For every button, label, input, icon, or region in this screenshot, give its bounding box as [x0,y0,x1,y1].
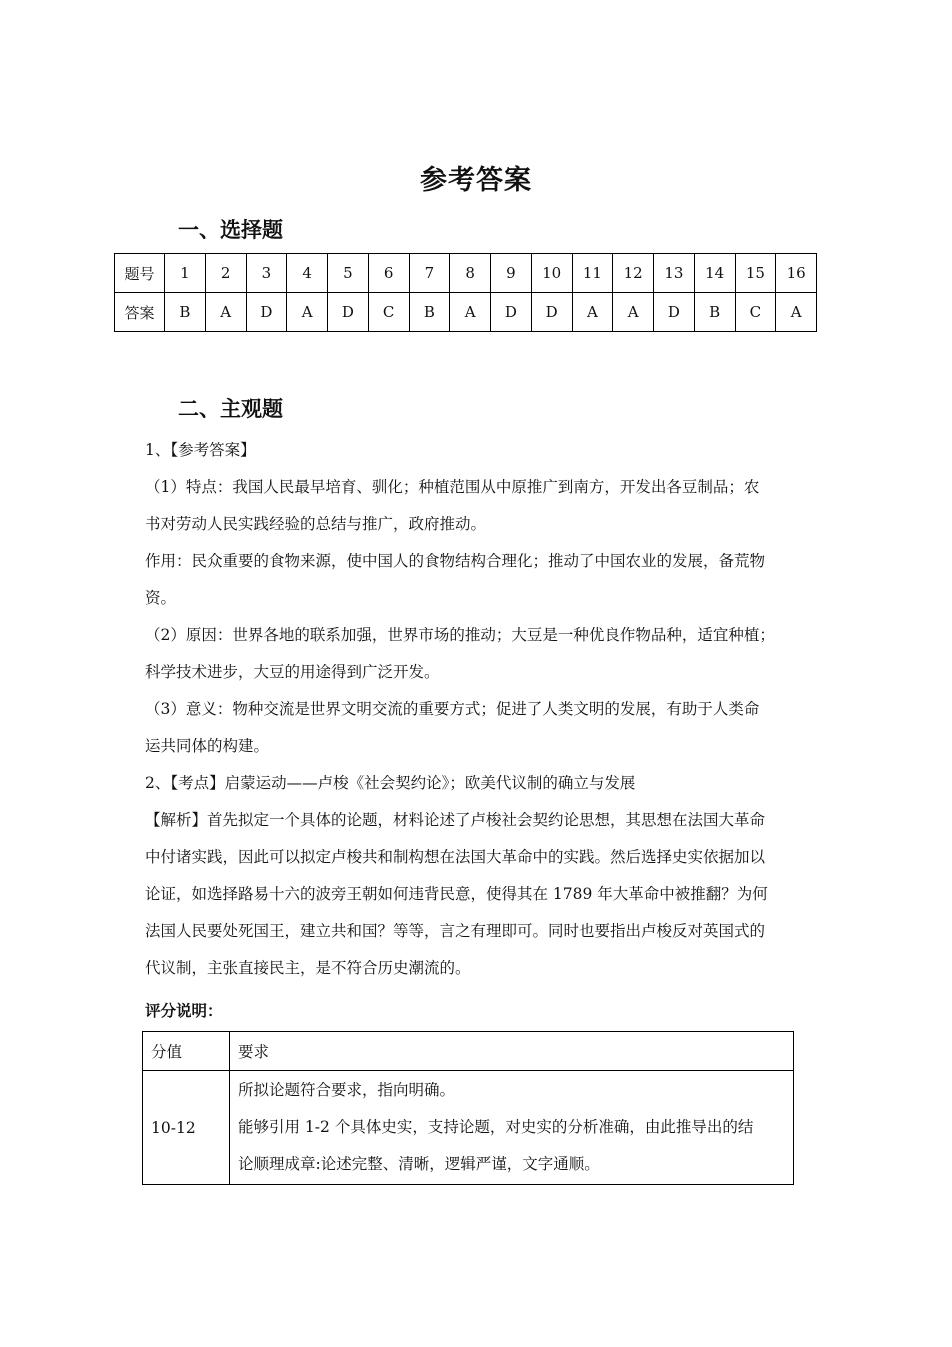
requirement-column-header: 要求 [230,1032,794,1071]
answer-cell: B [409,293,450,332]
answer-cell: A [205,293,246,332]
q1-answer [145,469,810,765]
question-number-cell: 7 [409,254,450,293]
requirement-line: 能够引用 1-2 个具体史实，支持论题，对史实的分析准确，由此推导出的结 [238,1118,754,1136]
question-number-cell: 13 [654,254,695,293]
question-number-cell: 1 [165,254,206,293]
answer-cell: D [654,293,695,332]
question-number-cell: 16 [776,254,817,293]
answer-cell: A [776,293,817,332]
scoring-title: 评分说明： [145,1002,223,1020]
answer-cell: B [165,293,206,332]
analysis-line: 论证，如选择路易十六的波旁王朝如何违背民意，使得其在 1789 年大革命中被推翻？为何 [145,885,768,903]
question-number-cell: 12 [613,254,654,293]
requirement-line: 论顺理成章:论述完整、清晰，逻辑严谨，文字通顺。 [238,1155,600,1173]
q2-header: 2、【考点】启蒙运动——卢梭《社会契约论》；欧美代议制的确立与发展 [145,774,636,792]
analysis-line: 法国人民要处死国王，建立共和国？等等，言之有理即可。同时也要指出卢梭反对英国式的 [145,922,766,940]
answer-cell: B [694,293,735,332]
answer-cell: A [613,293,654,332]
question-number-cell: 14 [694,254,735,293]
score-column-header: 分值 [143,1032,230,1071]
score-value: 10-12 [143,1071,230,1185]
answer-line: （1）特点：我国人民最早培育、驯化；种植范围从中原推广到南方，开发出各豆制品；农 [145,478,760,496]
section-heading-multiple-choice: 一、选择题 [178,218,283,242]
answer-line: 运共同体的构建。 [145,737,270,755]
question-number-cell: 9 [491,254,532,293]
question-number-cell: 6 [368,254,409,293]
analysis-line: 【解析】首先拟定一个具体的论题，材料论述了卢梭社会契约论思想，其思想在法国大革命 [145,811,766,829]
question-number-cell: 11 [572,254,613,293]
answer-cell: A [450,293,491,332]
answer-line: （3）意义：物种交流是世界文明交流的重要方式；促进了人类文明的发展，有助于人类命 [145,700,760,718]
answer-cell: D [328,293,369,332]
analysis-line: 中付诸实践，因此可以拟定卢梭共和制构想在法国大革命中的实践。然后选择史实依据加以 [145,848,766,866]
answer-cell: A [287,293,328,332]
answer-line: 资。 [145,589,177,607]
question-number-cell: 8 [450,254,491,293]
requirement-line: 所拟论题符合要求，指向明确。 [238,1081,456,1099]
question-number-cell: 15 [735,254,776,293]
analysis-line: 代议制，主张直接民主，是不符合历史潮流的。 [145,959,471,977]
question-number-cell: 4 [287,254,328,293]
answer-cell: D [246,293,287,332]
answer-line: 科学技术进步，大豆的用途得到广泛开发。 [145,663,440,681]
answer-cell: C [735,293,776,332]
question-number-cell: 3 [246,254,287,293]
q1-header: 1、【参考答案】 [145,441,256,459]
question-number-row [115,254,817,293]
answer-cell: A [572,293,613,332]
requirement-text [230,1071,794,1185]
answer-row [115,293,817,332]
answer-line: 书对劳动人民实践经验的总结与推广，政府推动。 [145,515,487,533]
answer-cell: D [531,293,572,332]
subjective-answers [145,432,810,987]
row-label: 题号 [115,254,165,293]
question-number-cell: 2 [205,254,246,293]
answer-cell: D [491,293,532,332]
question-number-cell: 10 [531,254,572,293]
answer-cell: C [368,293,409,332]
row-label: 答案 [115,293,165,332]
page-title: 参考答案 [420,165,532,196]
answer-line: （2）原因：世界各地的联系加强，世界市场的推动；大豆是一种优良作物品种，适宜种植； [145,626,775,644]
section-heading-subjective: 二、主观题 [178,397,283,421]
answer-line: 作用：民众重要的食物来源，使中国人的食物结构合理化；推动了中国农业的发展，备荒物 [145,552,766,570]
q2-analysis [145,802,810,987]
multiple-choice-answer-table [114,253,817,332]
scoring-table [142,1031,794,1185]
question-number-cell: 5 [328,254,369,293]
